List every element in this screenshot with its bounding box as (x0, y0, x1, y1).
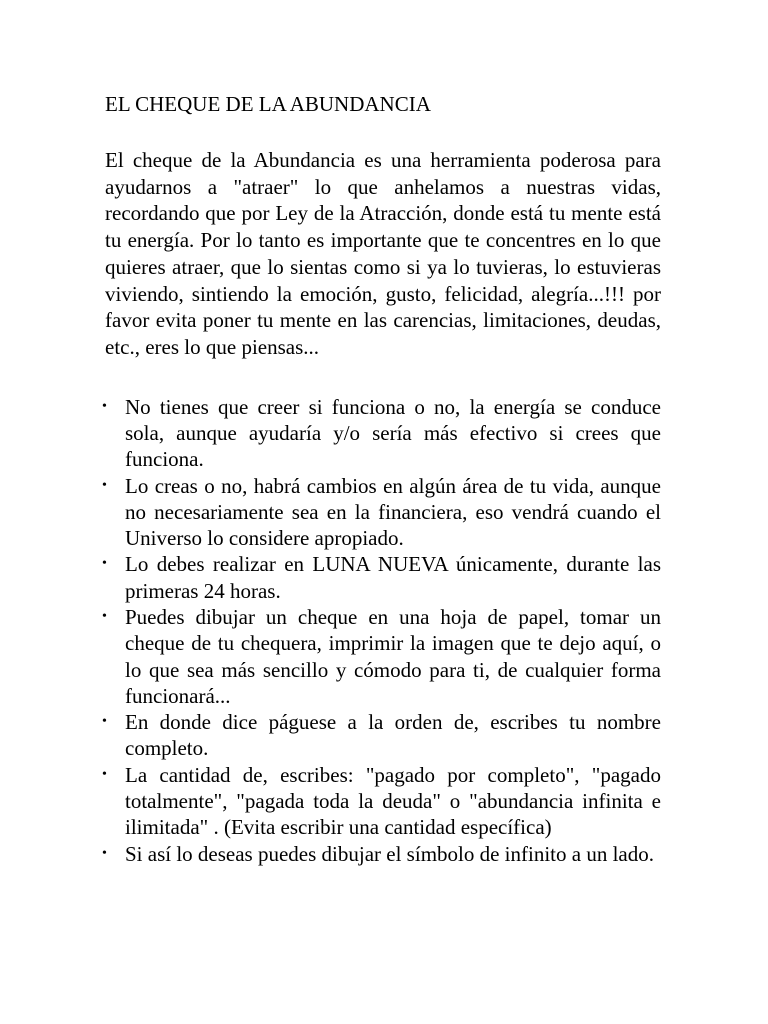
list-item-text: En donde dice páguese a la orden de, escribes tu nombre completo. (125, 710, 661, 761)
list-item-text: Lo debes realizar en LUNA NUEVA únicamente, durante las primeras 24 horas. (125, 552, 661, 603)
list-item-text: No tienes que creer si funciona o no, la energía se conduce sola, aunque ayudaría y/o sería más efectivo si crees que funciona. (125, 394, 661, 472)
list-item (102, 841, 661, 867)
bullet-icon: • (102, 556, 107, 572)
bullet-icon: • (102, 477, 107, 493)
bullet-icon: • (102, 766, 107, 782)
document-title: EL CHEQUE DE LA ABUNDANCIA (105, 92, 431, 116)
list-item-text: La cantidad de, escribes: "pagado por completo", "pagado totalmente", "pagada toda la deuda" o "abundancia infinita e ilimitada" . (Evita escribir una cantidad específica) (125, 762, 661, 840)
list-item (102, 604, 661, 709)
list-item (102, 473, 661, 552)
document-page (102, 91, 661, 867)
list-item (102, 762, 661, 841)
list-item (102, 551, 661, 604)
list-item (102, 394, 661, 473)
bullet-icon: • (102, 398, 107, 414)
list-item-text: Si así lo deseas puedes dibujar el símbolo de infinito a un lado. (125, 841, 654, 866)
intro-paragraph: El cheque de la Abundancia es una herramienta poderosa para ayudarnos a "atraer" lo que anhelamos a nuestras vidas, recordando que por Ley de la Atracción, donde está tu mente está tu energía. Por lo tanto es importante que te concentres en lo que quieres atraer, que lo sientas como si ya lo tuvieras, lo estuvieras viviendo, sintiendo la emoción, gusto, felicidad, alegría...!!! por favor evita poner tu mente en las carencias, limitaciones, deudas, etc., eres lo que piensas... (105, 148, 661, 359)
list-item-text: Lo creas o no, habrá cambios en algún área de tu vida, aunque no necesariamente sea en la financiera, eso vendrá cuando el Universo lo considere apropiado. (125, 473, 661, 551)
bullet-icon: • (102, 845, 107, 861)
list-item-text: Puedes dibujar un cheque en una hoja de papel, tomar un cheque de tu chequera, imprimir la imagen que te dejo aquí, o lo que sea más sencillo y cómodo para ti, de cualquier forma funcionará... (125, 605, 661, 708)
bullet-icon: • (102, 714, 107, 730)
bullet-icon: • (102, 609, 107, 624)
bullet-list (102, 394, 661, 867)
list-item (102, 709, 661, 762)
